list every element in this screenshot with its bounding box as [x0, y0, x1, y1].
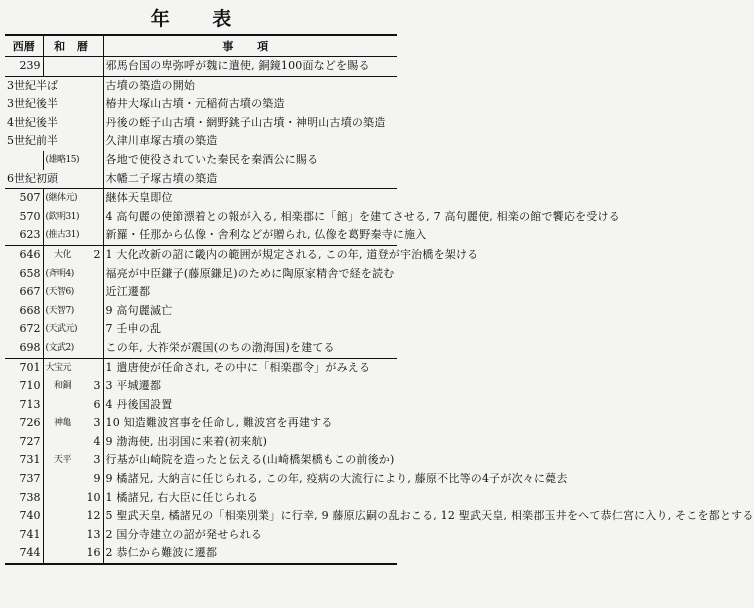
row-year: 672	[5, 320, 43, 339]
row-year: 658	[5, 265, 43, 284]
row-year: 737	[5, 470, 43, 489]
row-event: 丹後の蛭子山古墳・網野銚子山古墳・神明山古墳の築造	[103, 114, 397, 133]
chronology-table	[5, 34, 754, 565]
row-event: 5 聖武天皇, 橘諸兄の「相楽別業」に行幸, 9 藤原広嗣の乱おこる, 12 聖武天皇, 相楽郡玉井をへて恭仁宮に入り, そこを都とする	[103, 507, 397, 526]
table-row	[5, 76, 397, 95]
table-row	[5, 57, 397, 77]
row-era: (天武元)	[45, 324, 78, 335]
table-row	[5, 470, 397, 489]
row-year	[5, 151, 43, 170]
table-row	[5, 265, 397, 284]
row-era-year	[73, 283, 103, 302]
row-event: 9 渤海使, 出羽国に来着(初来航)	[103, 433, 397, 452]
row-era-year: 6	[93, 397, 101, 411]
row-event: 1 遣唐使が任命され, その中に「相楽郡令」がみえる	[103, 358, 397, 377]
row-era-year	[73, 339, 103, 358]
row-era-year: 16	[86, 546, 101, 560]
row-era	[43, 433, 73, 452]
row-year: 623	[5, 226, 43, 245]
row-era	[43, 470, 73, 489]
table-row	[5, 451, 397, 470]
table-row	[5, 414, 397, 433]
row-era: (文武2)	[45, 342, 74, 353]
row-year: 741	[5, 526, 43, 545]
row-era-year	[73, 265, 103, 284]
row-event: 9 橘諸兄, 大納言に任じられる, この年, 疫病の大流行により, 藤原不比等の4子が次々に薨去	[103, 470, 397, 489]
row-period: 3世紀半ば	[5, 76, 103, 95]
table-row	[5, 433, 397, 452]
row-era-year	[73, 302, 103, 321]
table-row	[5, 245, 397, 264]
table-row	[5, 339, 397, 358]
row-era: (欽明31)	[45, 211, 79, 222]
row-event: 7 壬申の乱	[103, 320, 397, 339]
table-row	[5, 189, 397, 208]
row-event: 10 知造難波宮事を任命し, 難波宮を再建する	[103, 414, 397, 433]
table-row	[5, 226, 397, 245]
row-era-year	[73, 320, 103, 339]
row-year: 646	[5, 245, 43, 264]
row-era	[43, 507, 73, 526]
row-event: 木幡二子塚古墳の築造	[103, 170, 397, 189]
row-event: 1 橘諸兄, 右大臣に任じられる	[103, 489, 397, 508]
row-era-year: 10	[86, 490, 101, 504]
row-event: 2 国分寺建立の詔が発せられる	[103, 526, 397, 545]
table-row	[5, 526, 397, 545]
row-event: 9 高句麗滅亡	[103, 302, 397, 321]
row-event: 新羅・任那から仏像・舎利などが贈られ, 仏像を葛野秦寺に施入	[103, 226, 397, 245]
row-era-year: 13	[86, 527, 101, 541]
row-event: 2 恭仁から難波に遷都	[103, 544, 397, 564]
table-row	[5, 283, 397, 302]
table-row	[5, 489, 397, 508]
row-year: 507	[5, 189, 43, 208]
row-event: 1 大化改新の詔に畿内の範囲が規定される, この年, 道登が宇治橋を架ける	[103, 245, 397, 264]
table-body	[5, 57, 754, 565]
row-year: 726	[5, 414, 43, 433]
row-period: 3世紀後半	[5, 95, 103, 114]
row-era-year: 3	[93, 416, 101, 430]
row-event: 4 高句麗の使節漂着との報が入る, 相楽郡に「館」を建てさせる, 7 高句麗使, 相楽の館で饗応を受ける	[103, 208, 397, 227]
row-event: 4 丹後国設置	[103, 396, 397, 415]
row-event: 邪馬台国の卑弥呼が魏に遣使, 銅鏡100面などを賜る	[103, 57, 397, 77]
row-event: この年, 大祚栄が震国(のちの渤海国)を建てる	[103, 339, 397, 358]
row-era-year: 9	[93, 472, 101, 486]
table-row	[5, 151, 397, 170]
row-event: 3 平城遷都	[103, 377, 397, 396]
header-seireki: 西暦	[5, 35, 43, 57]
row-era	[43, 489, 73, 508]
table-row	[5, 358, 397, 377]
row-era	[43, 526, 73, 545]
row-year: 713	[5, 396, 43, 415]
row-year: 698	[5, 339, 43, 358]
row-period: 4世紀後半	[5, 114, 103, 133]
row-era: (継体元)	[43, 189, 73, 208]
row-era-year	[73, 358, 103, 377]
row-era-year: 3	[93, 453, 101, 467]
table-row	[5, 320, 397, 339]
row-era: (天智6)	[45, 287, 74, 298]
table-row	[5, 132, 397, 151]
row-era: (推古31)	[45, 230, 79, 241]
page-title: 年 表	[150, 8, 250, 30]
row-event: 椿井大塚山古墳・元稲荷古墳の築造	[103, 95, 397, 114]
table-row	[5, 170, 397, 189]
row-era: 大宝元	[43, 358, 73, 377]
table-row	[5, 114, 397, 133]
table-row	[5, 302, 397, 321]
row-era-year	[73, 189, 103, 208]
row-event: 久津川車塚古墳の築造	[103, 132, 397, 151]
row-era-year: 2	[73, 245, 103, 264]
row-event: 近江遷都	[103, 283, 397, 302]
row-year: 239	[5, 57, 43, 77]
row-year: 667	[5, 283, 43, 302]
header-wareki: 和 暦	[43, 35, 103, 57]
table-row	[5, 208, 397, 227]
row-era: (天智7)	[45, 305, 74, 316]
row-era	[43, 57, 73, 77]
row-era-year: 4	[93, 434, 101, 448]
row-era: 天平	[53, 455, 71, 466]
row-era: (斉明4)	[45, 268, 74, 279]
row-era: 神亀	[53, 418, 71, 429]
row-year: 744	[5, 544, 43, 564]
row-year: 701	[5, 358, 43, 377]
row-event: 継体天皇即位	[103, 189, 397, 208]
row-era	[43, 396, 73, 415]
row-year: 731	[5, 451, 43, 470]
row-year: 738	[5, 489, 43, 508]
row-year: 668	[5, 302, 43, 321]
row-year: 710	[5, 377, 43, 396]
table-row	[5, 377, 397, 396]
row-era: 和銅	[53, 381, 71, 392]
row-era-year: 12	[86, 509, 101, 523]
row-era	[43, 544, 73, 564]
row-era: (雄略15)	[45, 154, 79, 165]
table-header-row	[5, 35, 397, 57]
table-row	[5, 507, 397, 526]
row-era-year	[73, 57, 103, 77]
table-row	[5, 544, 397, 564]
table-row	[5, 95, 397, 114]
row-period: 6世紀初頭	[5, 170, 103, 189]
row-era-year: 3	[93, 379, 101, 393]
table-row	[5, 396, 397, 415]
row-year: 727	[5, 433, 43, 452]
header-jiko: 事 項	[103, 35, 397, 57]
row-event: 各地で使役されていた秦民を秦酒公に賜る	[103, 151, 397, 170]
row-event: 福亮が中臣鎌子(藤原鎌足)のために陶原家精舎で経を読む	[103, 265, 397, 284]
row-event: 行基が山崎院を造ったと伝える(山崎橋架橋もこの前後か)	[103, 451, 397, 470]
row-period: 5世紀前半	[5, 132, 103, 151]
row-year: 740	[5, 507, 43, 526]
row-era: 大化	[43, 245, 73, 264]
row-year: 570	[5, 208, 43, 227]
row-event: 古墳の築造の開始	[103, 76, 397, 95]
